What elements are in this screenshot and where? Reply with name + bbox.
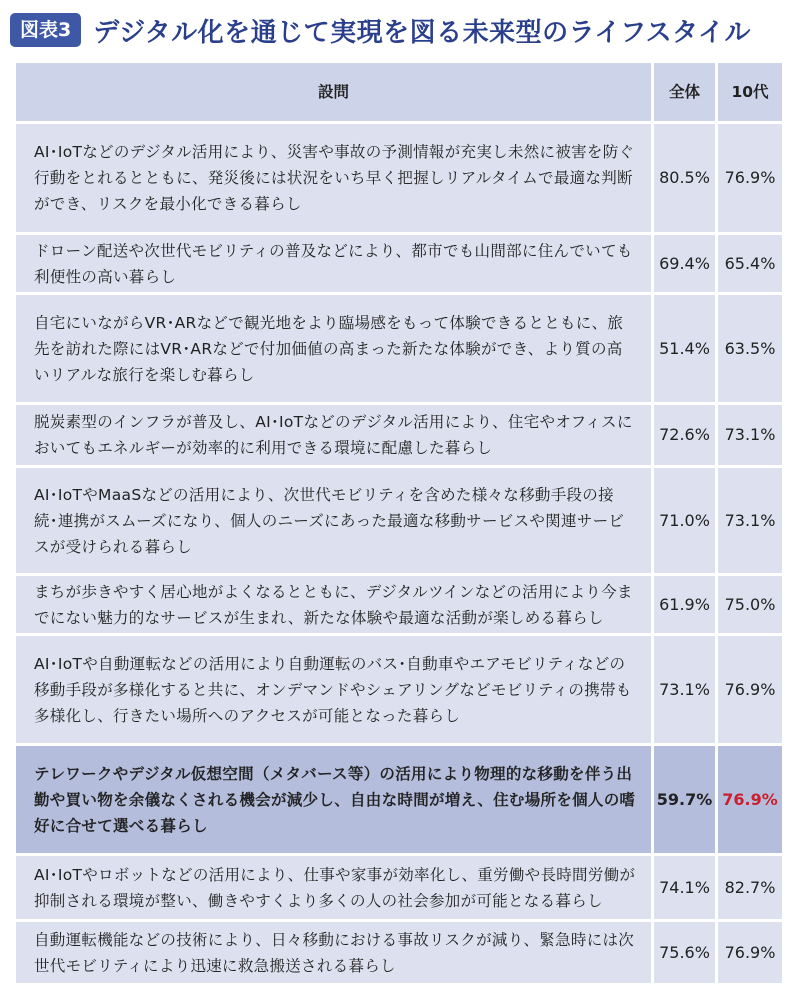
figure-title: デジタル化を通じて実現を図る未来型のライフスタイル <box>93 17 752 48</box>
table-header-row <box>15 62 784 123</box>
all-value-cell: 61.9% <box>653 575 717 635</box>
question-cell: テレワークやデジタル仮想空間（メタバース等）の活用により物理的な移動を伴う出勤や買い物を余儀なくされる機会が減少し、自由な時間が増え、住む場所を個人の嗜好に合せて選べる暮らし <box>15 745 653 855</box>
table-row <box>15 575 784 635</box>
all-value-cell: 71.0% <box>653 467 717 575</box>
question-cell: まちが歩きやすく居心地がよくなるとともに、デジタルツインなどの活用により今までにない魅力的なサービスが生まれ、新たな体験や最適な活動が楽しめる暮らし <box>15 575 653 635</box>
figure-header <box>10 10 751 50</box>
question-cell: ドローン配送や次世代モビリティの普及などにより、都市でも山間部に住んでいても利便性の高い暮らし <box>15 234 653 294</box>
table-row <box>15 404 784 467</box>
table-row-highlighted <box>15 745 784 855</box>
table-row <box>15 467 784 575</box>
question-cell: 脱炭素型のインフラが普及し、AI･IoTなどのデジタル活用により、住宅やオフィスにおいてもエネルギーが効率的に利用できる環境に配慮した暮らし <box>15 404 653 467</box>
question-cell: AI･IoTやロボットなどの活用により、仕事や家事が効率化し、重労働や長時間労働が抑制される環境が整い、働きやすくより多くの人の社会参加が可能となる暮らし <box>15 855 653 921</box>
all-value-cell: 75.6% <box>653 921 717 985</box>
all-value-cell: 73.1% <box>653 635 717 745</box>
all-value-cell: 59.7% <box>653 745 717 855</box>
teen-value-cell: 82.7% <box>717 855 784 921</box>
column-header-question: 設問 <box>15 62 653 123</box>
all-value-cell: 80.5% <box>653 123 717 234</box>
teen-value-cell: 76.9% <box>717 921 784 985</box>
all-value-cell: 74.1% <box>653 855 717 921</box>
question-cell: AI･IoTなどのデジタル活用により、災害や事故の予測情報が充実し未然に被害を防ぐ行動をとれるとともに、発災後には状況をいち早く把握しリアルタイムで最適な判断ができ、リスクを最小化できる暮らし <box>15 123 653 234</box>
question-cell: 自宅にいながらVR･ARなどで観光地をより臨場感をもって体験できるとともに、旅先を訪れた際にはVR･ARなどで付加価値の高まった新たな体験ができ、より質の高いリアルな旅行を楽しむ暮らし <box>15 294 653 404</box>
column-header-all: 全体 <box>653 62 717 123</box>
table-row <box>15 294 784 404</box>
all-value-cell: 69.4% <box>653 234 717 294</box>
survey-table <box>13 60 785 986</box>
table-row <box>15 123 784 234</box>
column-header-teen: 10代 <box>717 62 784 123</box>
teen-value-cell: 63.5% <box>717 294 784 404</box>
question-cell: 自動運転機能などの技術により、日々移動における事故リスクが減り、緊急時には次世代モビリティにより迅速に救急搬送される暮らし <box>15 921 653 985</box>
all-value-cell: 72.6% <box>653 404 717 467</box>
table-row <box>15 635 784 745</box>
teen-value-cell: 76.9% <box>717 635 784 745</box>
teen-value-cell: 65.4% <box>717 234 784 294</box>
question-cell: AI･IoTやMaaSなどの活用により、次世代モビリティを含めた様々な移動手段の接続･連携がスムーズになり、個人のニーズにあった最適な移動サービスや関連サービスが受けられる暮らし <box>15 467 653 575</box>
teen-value-cell: 76.9% <box>717 123 784 234</box>
question-cell: AI･IoTや自動運転などの活用により自動運転のバス･自動車やエアモビリティなどの移動手段が多様化すると共に、オンデマンドやシェアリングなどモビリティの携帯も多様化し、行きたい場所へのアクセスが可能となった暮らし <box>15 635 653 745</box>
teen-value-cell: 76.9% <box>717 745 784 855</box>
teen-value-cell: 73.1% <box>717 467 784 575</box>
table-row <box>15 921 784 985</box>
table-row <box>15 234 784 294</box>
all-value-cell: 51.4% <box>653 294 717 404</box>
table-row <box>15 855 784 921</box>
figure-badge: 図表3 <box>10 13 81 47</box>
teen-value-cell: 75.0% <box>717 575 784 635</box>
teen-value-cell: 73.1% <box>717 404 784 467</box>
